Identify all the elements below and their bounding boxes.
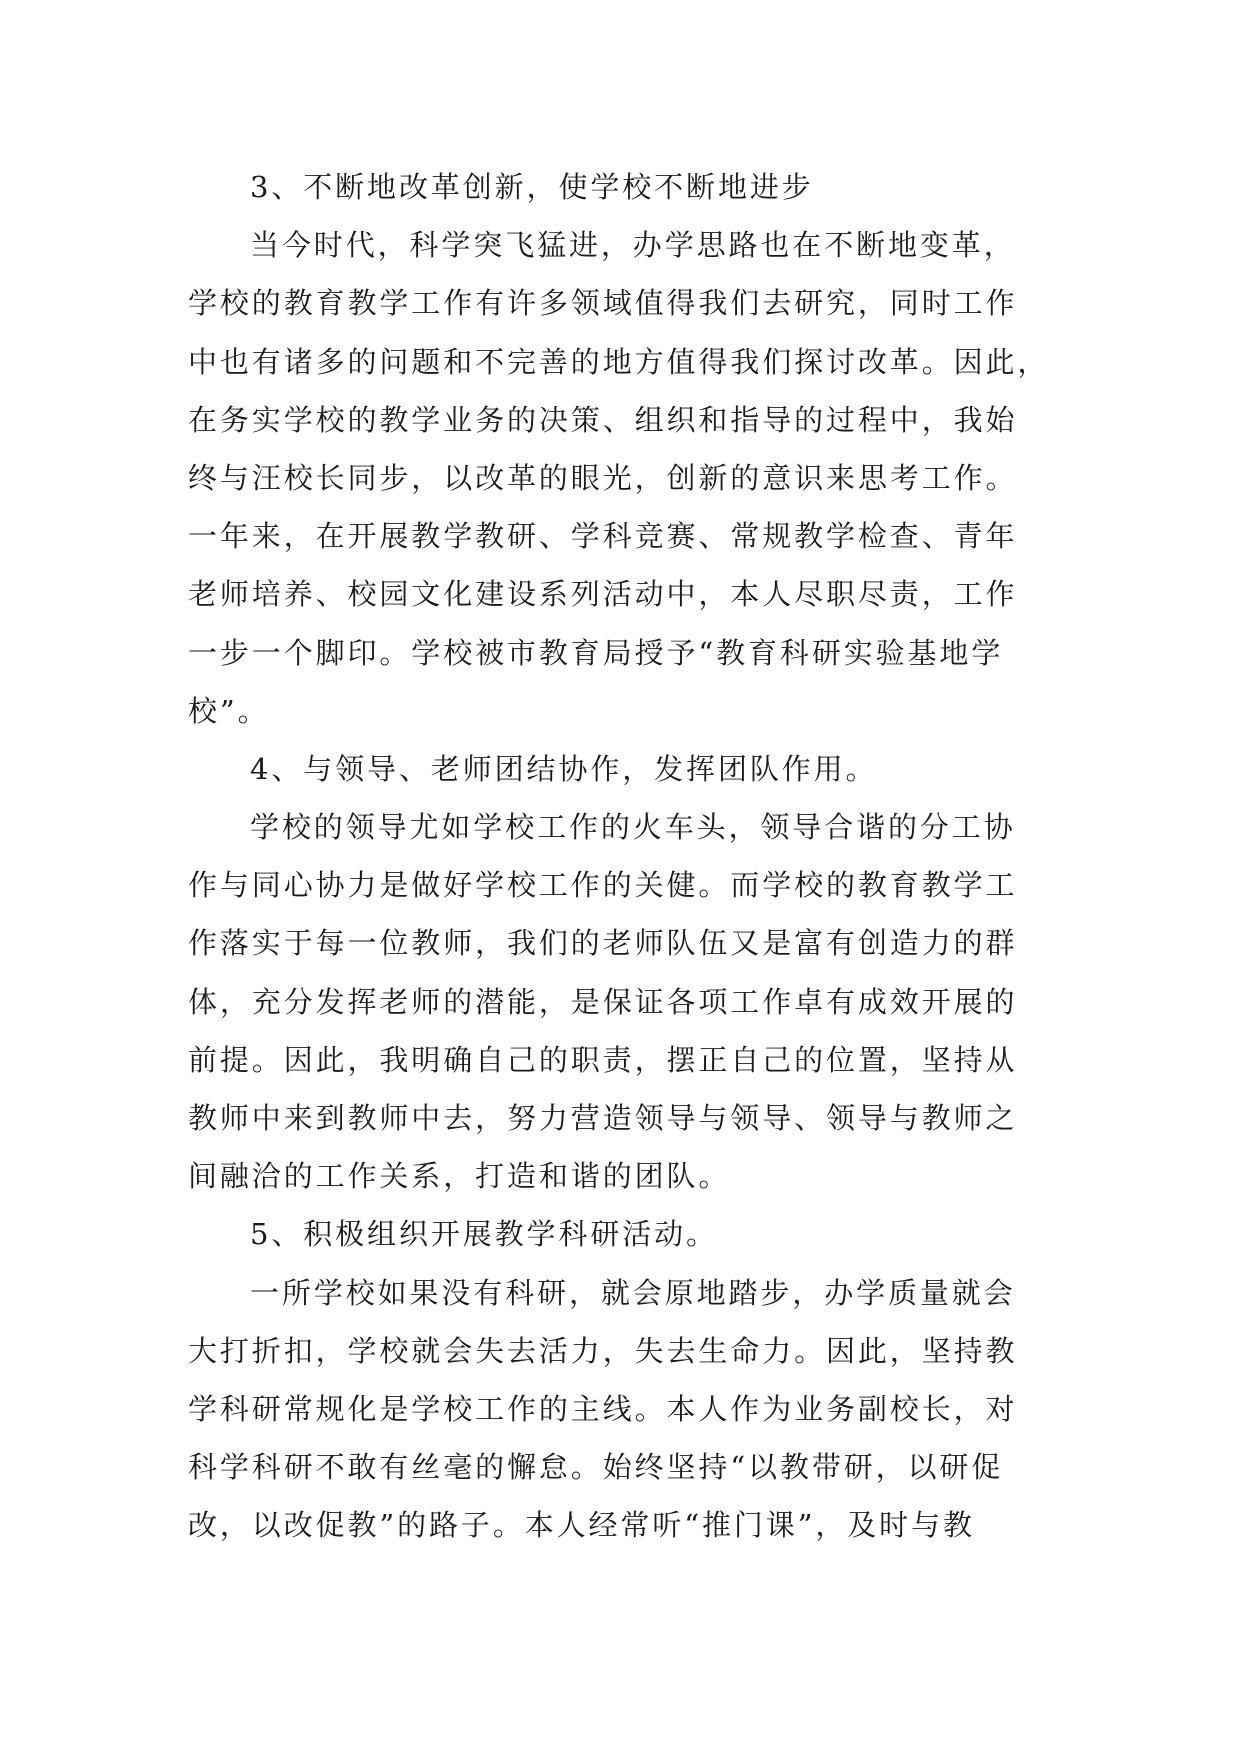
text-line: 在务实学校的教学业务的决策、组织和指导的过程中，我始 bbox=[188, 402, 1018, 437]
text-line: 学校的领导尤如学校工作的火车头，领导合谐的分工协 bbox=[250, 810, 1016, 845]
text-line: 当今时代，科学突飞猛进，办学思路也在不断地变革， bbox=[250, 228, 1016, 263]
text-line: 间融洽的工作关系，打造和谐的团队。 bbox=[188, 1159, 731, 1194]
text-line: 一所学校如果没有科研，就会原地踏步，办学质量就会 bbox=[250, 1275, 1016, 1310]
text-line: 终与汪校长同步，以改革的眼光，创新的意识来思考工作。 bbox=[188, 460, 1018, 495]
text-line: 老师培养、校园文化建设系列活动中，本人尽职尽责，工作 bbox=[188, 577, 1018, 612]
text-line: 教师中来到教师中去，努力营造领导与领导、领导与教师之 bbox=[188, 1101, 1018, 1135]
text-line: 4、与领导、老师团结协作，发挥团队作用。 bbox=[250, 751, 878, 786]
document-body bbox=[188, 158, 1068, 1555]
text-line: 校”。 bbox=[188, 693, 270, 728]
text-line: 科学科研不敢有丝毫的懈怠。始终坚持“以教带研，以研促 bbox=[188, 1450, 1004, 1485]
text-line: 前提。因此，我明确自己的职责，摆正自己的位置，坚持从 bbox=[188, 1042, 1018, 1077]
text-line: 3、不断地改革创新，使学校不断地进步 bbox=[250, 170, 814, 204]
text-line: 改，以改促教”的路子。本人经常听“推门课”，及时与教 bbox=[188, 1508, 975, 1543]
text-line: 大打折扣，学校就会失去活力，失去生命力。因此，坚持教 bbox=[188, 1333, 1018, 1368]
text-line: 5、积极组织开展教学科研活动。 bbox=[250, 1217, 718, 1252]
text-line: 一步一个脚印。学校被市教育局授予“教育科研实验基地学 bbox=[188, 635, 1004, 670]
text-line: 学科研常规化是学校工作的主线。本人作为业务副校长，对 bbox=[188, 1391, 1018, 1426]
text-line: 作与同心协力是做好学校工作的关健。而学校的教育教学工 bbox=[188, 868, 1018, 903]
text-line: 中也有诸多的问题和不完善的地方值得我们探讨改革。因此， bbox=[188, 344, 1050, 379]
text-line: 作落实于每一位教师，我们的老师队伍又是富有创造力的群 bbox=[188, 926, 1018, 961]
text-line: 一年来，在开展教学教研、学科竞赛、常规教学检查、青年 bbox=[188, 519, 1018, 554]
text-line: 体，充分发挥老师的潜能，是保证各项工作卓有成效开展的 bbox=[188, 984, 1018, 1019]
text-line: 学校的教育教学工作有许多领域值得我们去研究，同时工作 bbox=[188, 286, 1018, 321]
